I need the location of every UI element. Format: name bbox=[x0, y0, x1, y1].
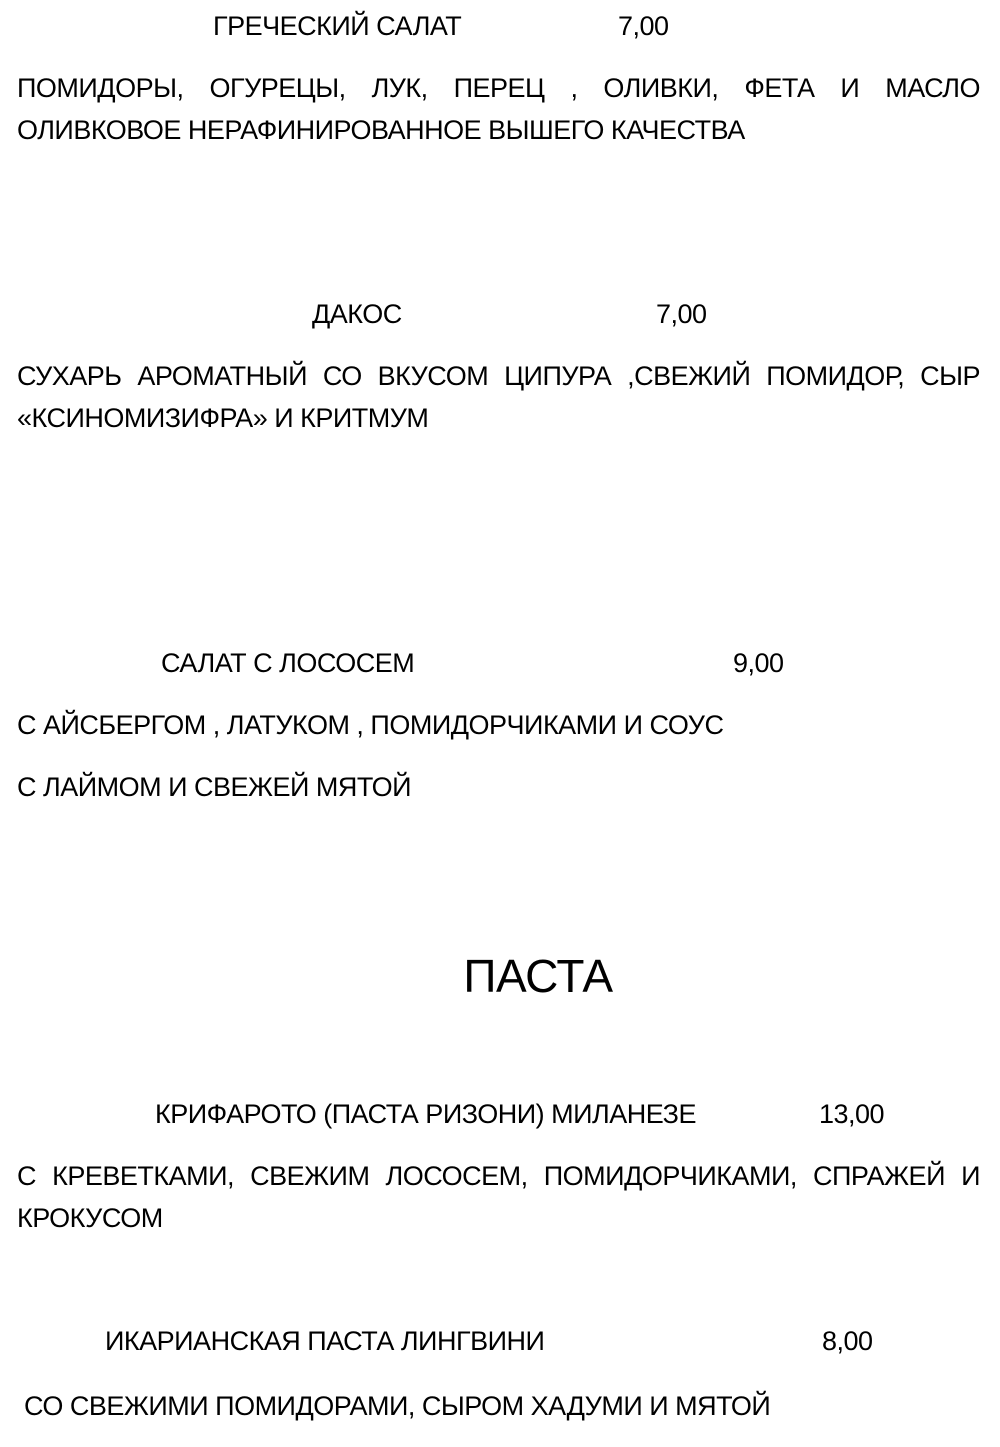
dish-name-ikarian-linguine: ИКАРИАНСКАЯ ПАСТА ЛИНГВИНИ bbox=[105, 1326, 545, 1356]
dish-price-ikarian-linguine: 8,00 bbox=[822, 1326, 873, 1356]
dish-price-dakos: 7,00 bbox=[656, 299, 707, 329]
dish-description-krifaroto: С КРЕВЕТКАМИ, СВЕЖИМ ЛОСОСЕМ, ПОМИДОРЧИКАМИ, СПРАЖЕЙ И КРОКУСОМ bbox=[17, 1161, 980, 1233]
section-title-pasta: ПАСТА bbox=[463, 950, 613, 1002]
dish-description-salmon-salad-line-1: С АЙСБЕРГОМ , ЛАТУКОМ , ПОМИДОРЧИКАМИ И СОУС bbox=[17, 710, 724, 740]
dish-price-greek-salad: 7,00 bbox=[618, 11, 669, 41]
dish-name-greek-salad: ГРЕЧЕСКИЙ САЛАТ bbox=[213, 11, 462, 41]
dish-price-krifaroto: 13,00 bbox=[819, 1099, 885, 1129]
dish-name-dakos: ДАКОС bbox=[312, 299, 402, 329]
dish-description-salmon-salad-line-2: С ЛАЙМОМ И СВЕЖЕЙ МЯТОЙ bbox=[17, 772, 412, 802]
dish-name-salmon-salad: САЛАТ С ЛОСОСЕМ bbox=[161, 648, 415, 678]
dish-description-dakos: СУХАРЬ АРОМАТНЫЙ СО ВКУСОМ ЦИПУРА ,СВЕЖИЙ ПОМИДОР, СЫР «КСИНОМИЗИФРА» И КРИТМУМ bbox=[17, 361, 980, 433]
dish-name-krifaroto: КРИФАРОТО (ПАСТА РИЗОНИ) МИЛАНЕЗЕ bbox=[155, 1099, 696, 1129]
dish-description-greek-salad: ПОМИДОРЫ, ОГУРЕЦЫ, ЛУК, ПЕРЕЦ , ОЛИВКИ, ФЕТА И МАСЛО ОЛИВКОВОЕ НЕРАФИНИРОВАННОЕ ВЫШЕГО КАЧЕСТВА bbox=[17, 73, 980, 145]
dish-price-salmon-salad: 9,00 bbox=[733, 648, 784, 678]
dish-description-ikarian-linguine: СО СВЕЖИМИ ПОМИДОРАМИ, СЫРОМ ХАДУМИ И МЯТОЙ bbox=[24, 1391, 771, 1421]
